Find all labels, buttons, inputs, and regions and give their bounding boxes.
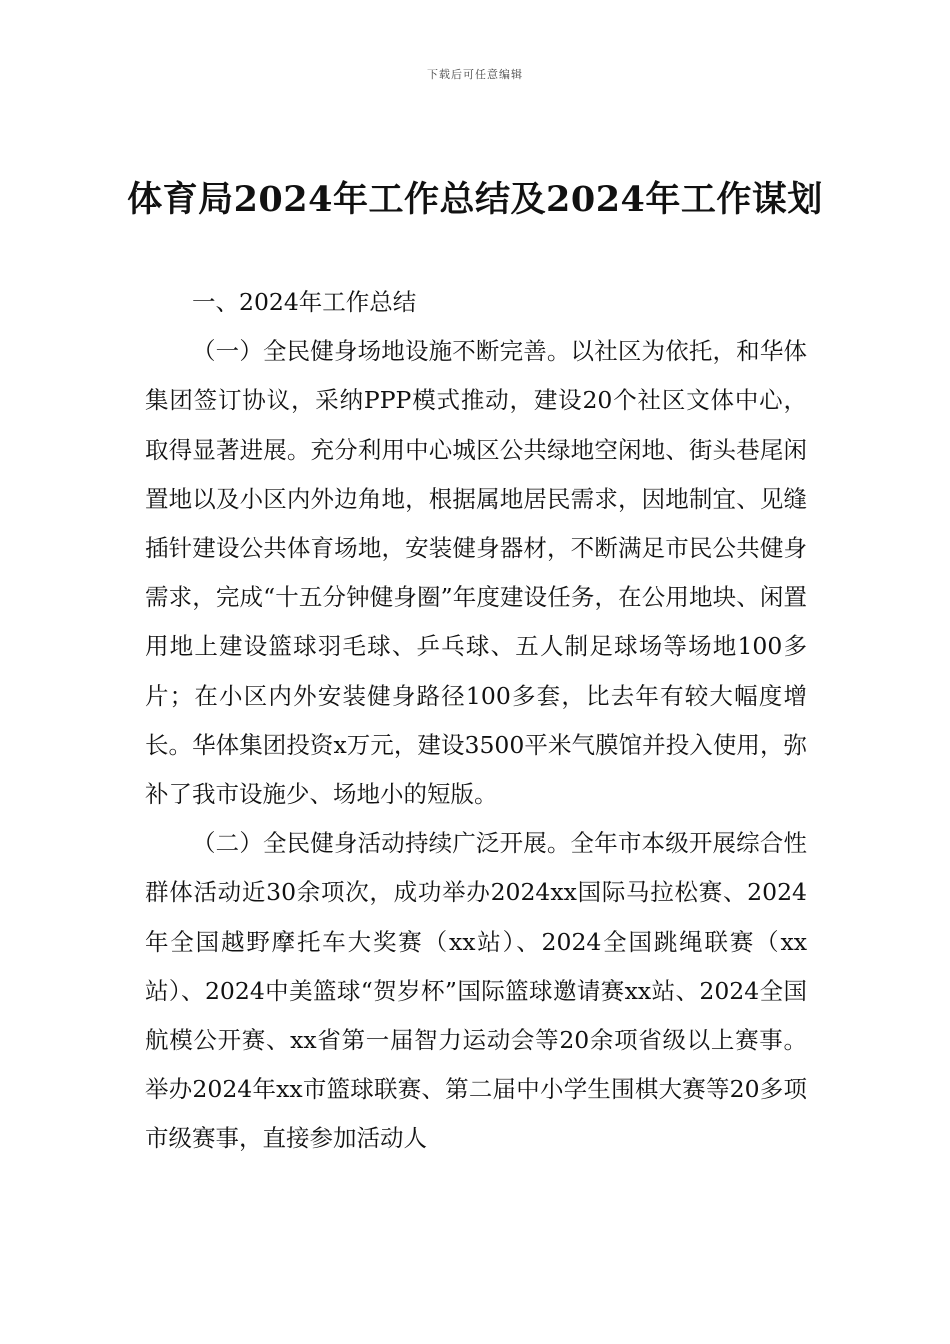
document-title: 体育局2024年工作总结及2024年工作谋划 <box>127 179 823 220</box>
header-note: 下载后可任意编辑 <box>427 68 523 81</box>
paragraph-activities: （二）全民健身活动持续广泛开展。全年市本级开展综合性群体活动近30余项次，成功举办2024xx国际马拉松赛、2024年全国越野摩托车大奖赛（xx站）、2024全国跳绳联赛（xx站）、2024中美篮球“贺岁杯”国际篮球邀请赛xx站、2024全国航模公开赛、xx省第一届智力运动会等20余项省级以上赛事。举办2024年xx市篮球联赛、第二届中小学生围棋大赛等20多项市级赛事，直接参加活动人 <box>145 829 807 1153</box>
paragraph-facilities: （一）全民健身场地设施不断完善。以社区为依托，和华体集团签订协议，采纳PPP模式推动，建设20个社区文体中心，取得显著进展。充分利用中心城区公共绿地空闲地、街头巷尾闲置地以及小区内外边角地，根据属地居民需求，因地制宜、见缝插针建设公共体育场地，安装健身器材，不断满足市民公共健身需求，完成“十五分钟健身圈”年度建设任务，在公用地块、闲置用地上建设篮球羽毛球、乒乓球、五人制足球场等场地100多片；在小区内外安装健身路径100多套，比去年有较大幅度增长。华体集团投资x万元，建设3500平米气膜馆并投入使用，弥补了我市设施少、场地小的短版。 <box>145 337 807 809</box>
document-body <box>145 278 807 1164</box>
section-heading: 一、2024年工作总结 <box>192 288 417 316</box>
